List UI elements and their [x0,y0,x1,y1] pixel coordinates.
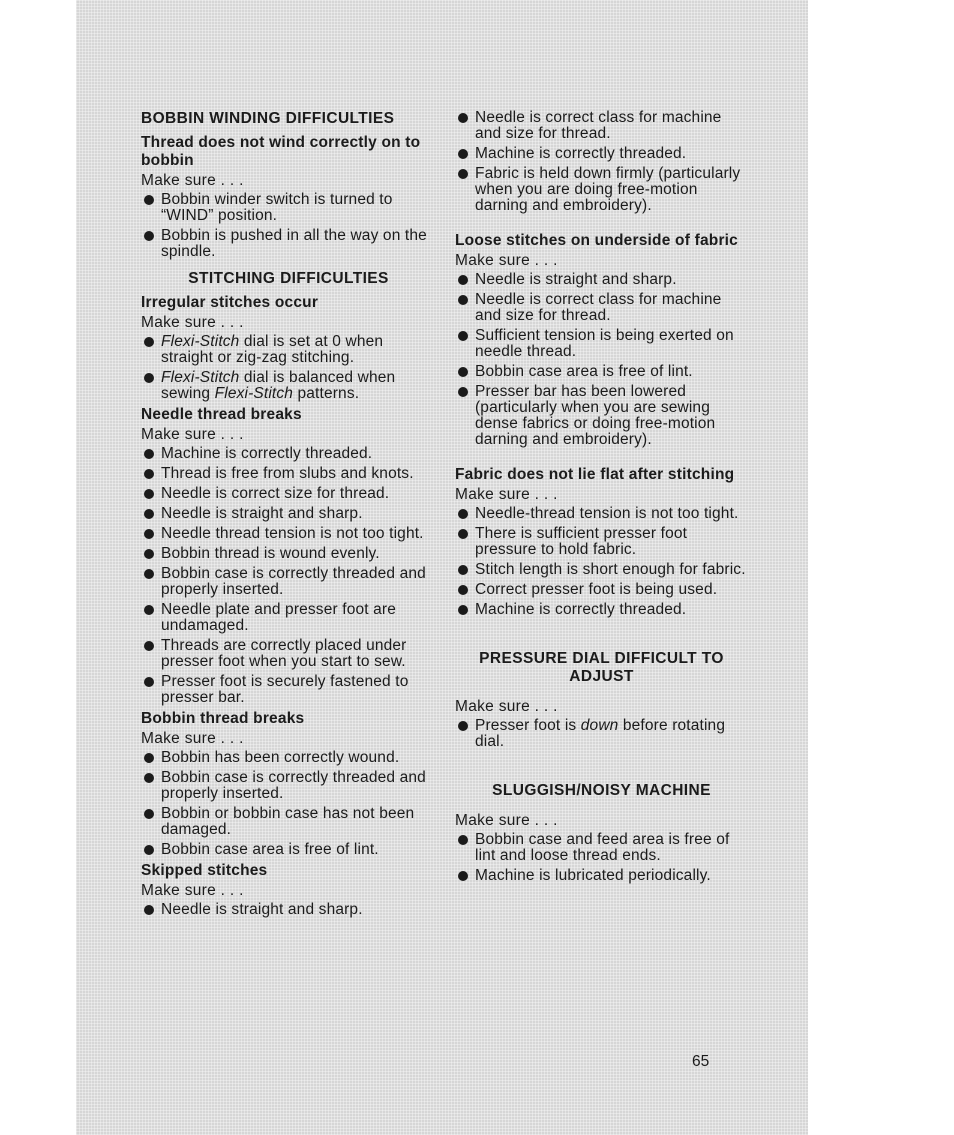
list-item: Needle is straight and sharp. [141,902,436,918]
bullet-icon [144,449,154,459]
bullet-icon [144,845,154,855]
bullet-icon [458,509,468,519]
bullet-icon [144,569,154,579]
bullet-icon [144,469,154,479]
bullet-list [455,506,748,618]
bullet-icon [144,231,154,241]
subheading-loose-stitches: Loose stitches on underside of fabric [455,232,739,249]
bullet-icon [144,753,154,763]
list-item: Bobbin has been correctly wound. [141,750,436,766]
bullet-icon [458,529,468,539]
list-item: Presser bar has been lowered (particularly when you are sewing dense fabrics or doing free-motion darning and embroidery). [455,384,748,448]
list-item: Threads are correctly placed under presser foot when you start to sew. [141,638,436,670]
bullet-list [141,446,436,706]
bullet-icon [458,113,468,123]
bullet-icon [144,509,154,519]
subheading-irregular: Irregular stitches occur [141,294,319,311]
list-item: Needle thread tension is not too tight. [141,526,436,542]
list-item: Presser foot is securely fastened to presser bar. [141,674,436,706]
section-title-sluggish: SLUGGISH/NOISY MACHINE [492,782,711,799]
bullet-icon [458,605,468,615]
list-item: Bobbin or bobbin case has not been damaged. [141,806,436,838]
bullet-list [455,718,748,750]
list-item: Machine is correctly threaded. [141,446,436,462]
bullet-icon [144,641,154,651]
bullet-icon [144,605,154,615]
section-title-pressure-dial: PRESSURE DIAL DIFFICULT TO ADJUST [479,650,724,685]
bullet-icon [144,529,154,539]
list-item: Needle is correct size for thread. [141,486,436,502]
list-item: Sufficient tension is being exerted on needle thread. [455,328,748,360]
bullet-icon [458,585,468,595]
bullet-icon [458,169,468,179]
list-item: Machine is correctly threaded. [455,602,748,618]
bullet-icon [458,835,468,845]
subheading-skipped-stitches: Skipped stitches [141,862,268,879]
section-title-bobbin-winding: BOBBIN WINDING DIFFICULTIES [141,110,395,127]
list-item: Bobbin is pushed in all the way on the spindle. [141,228,436,260]
bullet-icon [144,489,154,499]
bullet-list [141,192,436,260]
list-item: Needle is straight and sharp. [455,272,748,288]
list-item: Correct presser foot is being used. [455,582,748,598]
list-item: Bobbin case is correctly threaded and properly inserted. [141,770,436,802]
list-item: Bobbin case and feed area is free of lint and loose thread ends. [455,832,748,864]
list-item: Presser foot is down before rotating dial. [455,718,748,750]
make-sure-text: Make sure . . . [455,252,558,269]
make-sure-text: Make sure . . . [141,426,244,443]
list-item: Needle plate and presser foot are undamaged. [141,602,436,634]
bullet-icon [144,809,154,819]
bullet-icon [458,295,468,305]
list-item: Bobbin case area is free of lint. [455,364,748,380]
list-item: Needle-thread tension is not too tight. [455,506,748,522]
list-item: There is sufficient presser foot pressure to hold fabric. [455,526,748,558]
make-sure-text: Make sure . . . [141,882,244,899]
bullet-icon [458,331,468,341]
list-item: Machine is lubricated periodically. [455,868,748,884]
list-item: Fabric is held down firmly (particularly when you are doing free-motion darning and embroidery). [455,166,748,214]
bullet-icon [458,367,468,377]
bullet-list [455,832,748,884]
bullet-list [141,902,436,918]
bullet-icon [144,337,154,347]
list-item: Bobbin case area is free of lint. [141,842,436,858]
make-sure-text: Make sure . . . [141,314,244,331]
list-item: Needle is correct class for machine and size for thread. [455,110,748,142]
subheading-needle-thread-breaks: Needle thread breaks [141,406,302,423]
subheading-thread-not-wind: Thread does not wind correctly on to bobbin [141,134,421,169]
left-column [141,110,436,922]
bullet-list [141,334,436,402]
make-sure-text: Make sure . . . [455,812,558,829]
list-item: Bobbin winder switch is turned to “WIND” position. [141,192,436,224]
bullet-icon [458,387,468,397]
make-sure-text: Make sure . . . [455,698,558,715]
list-item: Stitch length is short enough for fabric. [455,562,748,578]
right-column [455,110,748,888]
list-item: Flexi-Stitch dial is balanced when sewing Flexi-Stitch patterns. [141,370,436,402]
bullet-icon [144,549,154,559]
list-item: Bobbin thread is wound evenly. [141,546,436,562]
make-sure-text: Make sure . . . [141,172,244,189]
bullet-icon [144,773,154,783]
bullet-list [141,750,436,858]
page-number: 65 [692,1053,710,1070]
bullet-icon [144,905,154,915]
subheading-bobbin-thread-breaks: Bobbin thread breaks [141,710,305,727]
list-item: Needle is straight and sharp. [141,506,436,522]
list-item: Bobbin case is correctly threaded and properly inserted. [141,566,436,598]
list-item: Thread is free from slubs and knots. [141,466,436,482]
bullet-icon [144,195,154,205]
bullet-list [455,110,748,214]
bullet-icon [458,565,468,575]
make-sure-text: Make sure . . . [141,730,244,747]
list-item: Needle is correct class for machine and size for thread. [455,292,748,324]
bullet-icon [458,871,468,881]
bullet-icon [144,677,154,687]
bullet-icon [458,149,468,159]
bullet-icon [144,373,154,383]
subheading-fabric-not-flat: Fabric does not lie flat after stitching [455,466,735,483]
make-sure-text: Make sure . . . [455,486,558,503]
bullet-icon [458,721,468,731]
list-item: Flexi-Stitch dial is set at 0 when straight or zig-zag stitching. [141,334,436,366]
section-title-stitching: STITCHING DIFFICULTIES [188,270,389,287]
list-item: Machine is correctly threaded. [455,146,748,162]
bullet-list [455,272,748,448]
bullet-icon [458,275,468,285]
